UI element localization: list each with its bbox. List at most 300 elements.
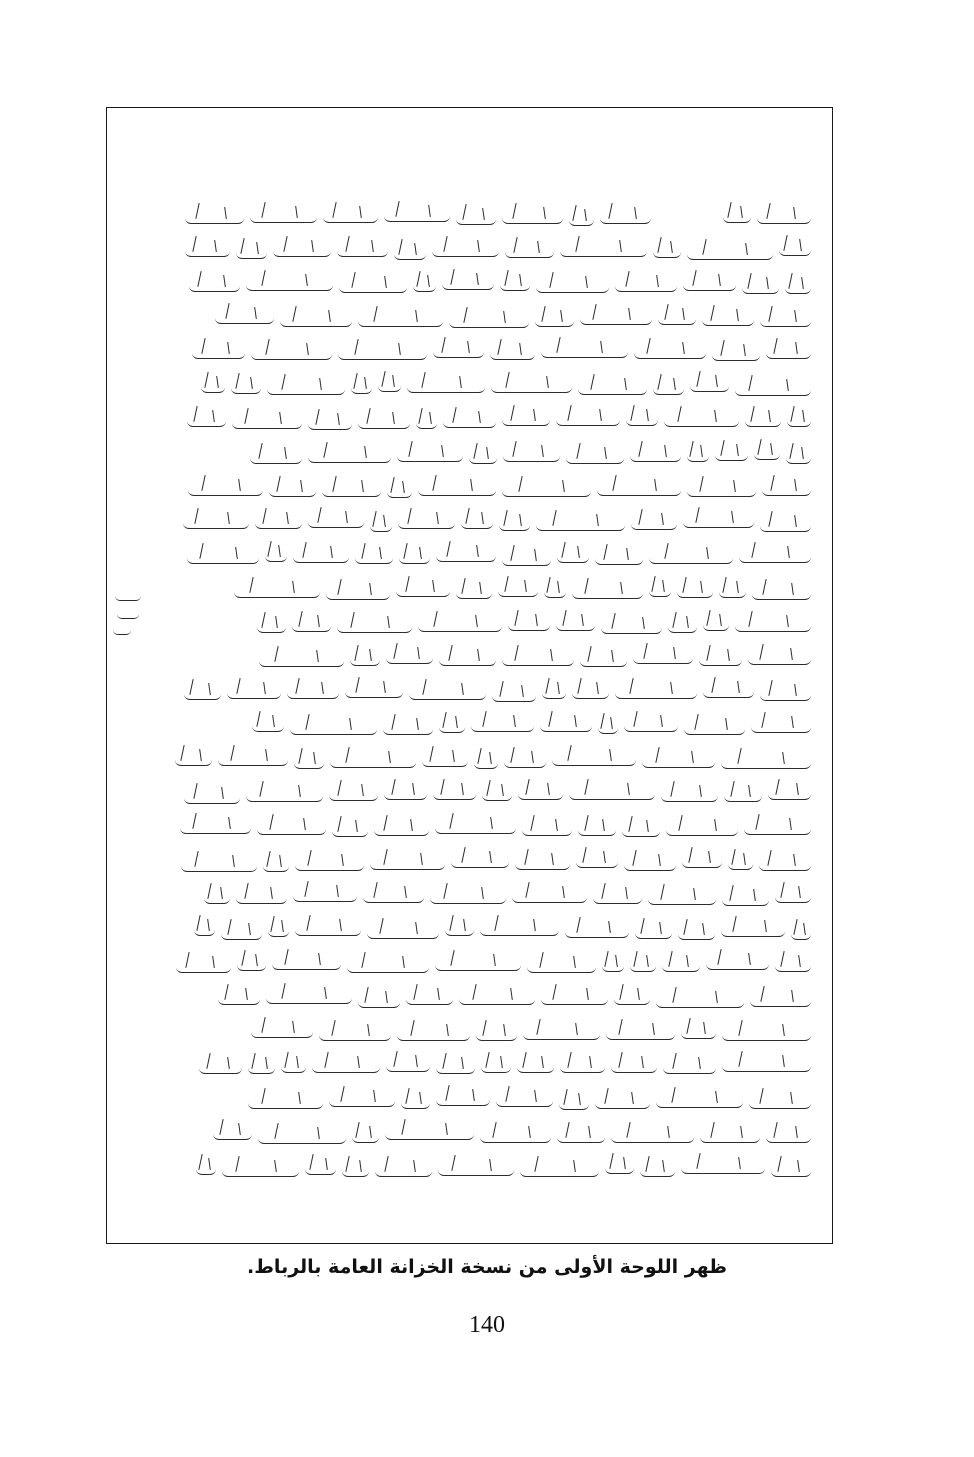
handwritten-word: [518, 785, 563, 800]
handwritten-word: [250, 208, 317, 223]
handwritten-word: [246, 787, 323, 802]
handwritten-word: [611, 1128, 694, 1143]
handwritten-word: [502, 209, 563, 224]
handwritten-word: [565, 923, 629, 938]
handwritten-word: [273, 242, 331, 257]
handwritten-word: [578, 821, 616, 836]
handwritten-word: [480, 921, 559, 936]
handwritten-word: [735, 617, 811, 632]
handwritten-word: [430, 889, 506, 904]
handwritten-word: [295, 856, 364, 871]
handwritten-word: [265, 547, 287, 562]
manuscript-line: [161, 870, 811, 904]
handwritten-word: [187, 549, 259, 564]
handwritten-word: [436, 1059, 475, 1074]
handwritten-word: [342, 1162, 369, 1177]
handwritten-word: [433, 343, 484, 358]
handwritten-word: [633, 649, 693, 664]
handwritten-word: [512, 888, 587, 903]
handwritten-word: [383, 720, 433, 735]
handwritten-word: [536, 278, 609, 293]
handwritten-word: [724, 787, 762, 802]
margin-stroke: [117, 608, 139, 619]
manuscript-line: [161, 1108, 811, 1142]
handwritten-word: [653, 380, 684, 395]
handwritten-word: [560, 1058, 605, 1073]
handwritten-word: [268, 922, 289, 937]
handwritten-word: [491, 378, 572, 393]
handwritten-word: [266, 989, 352, 1004]
handwritten-word: [248, 1094, 323, 1109]
handwritten-word: [523, 1025, 600, 1040]
handwritten-word: [683, 276, 736, 291]
handwritten-word: [614, 990, 650, 1005]
handwritten-word: [290, 720, 377, 735]
handwritten-word: [292, 617, 331, 632]
handwritten-word: [432, 242, 499, 257]
handwritten-word: [188, 481, 263, 496]
handwritten-word: [684, 720, 745, 735]
handwritten-word: [213, 1125, 252, 1140]
handwritten-word: [416, 414, 437, 429]
manuscript-line: [201, 598, 811, 632]
handwritten-word: [595, 550, 643, 565]
handwritten-word: [183, 514, 249, 529]
handwritten-word: [305, 1160, 336, 1175]
handwritten-word: [259, 652, 344, 667]
handwritten-word: [308, 513, 364, 528]
handwritten-word: [702, 311, 754, 326]
handwritten-word: [593, 889, 642, 904]
handwritten-word: [413, 277, 436, 292]
handwritten-word: [184, 685, 221, 700]
handwritten-word: [541, 343, 628, 358]
handwritten-word: [515, 855, 570, 870]
handwritten-word: [535, 312, 574, 327]
handwritten-word: [490, 345, 535, 360]
handwritten-word: [542, 684, 566, 699]
handwritten-word: [257, 618, 286, 633]
handwritten-word: [397, 447, 463, 462]
handwritten-word: [502, 482, 591, 497]
handwritten-word: [398, 514, 455, 529]
handwritten-word: [595, 1094, 650, 1109]
handwritten-word: [471, 717, 534, 732]
handwritten-word: [337, 242, 388, 257]
handwritten-word: [231, 379, 261, 394]
handwritten-word: [339, 278, 407, 293]
handwritten-word: [598, 719, 618, 734]
handwritten-word: [699, 651, 742, 666]
handwritten-word: [204, 889, 230, 904]
handwritten-word: [406, 990, 453, 1005]
handwritten-word: [754, 445, 780, 460]
handwritten-word: [766, 344, 811, 359]
manuscript-line: [161, 1142, 811, 1176]
handwritten-word: [436, 547, 496, 562]
handwritten-word: [757, 209, 811, 224]
handwritten-word: [175, 751, 212, 766]
handwritten-word: [234, 583, 320, 598]
handwritten-word: [703, 616, 729, 631]
handwritten-word: [345, 683, 403, 698]
handwritten-word: [728, 855, 753, 870]
handwritten-word: [536, 516, 625, 531]
handwritten-word: [771, 1162, 811, 1177]
handwritten-word: [222, 1162, 299, 1177]
handwritten-word: [653, 243, 681, 258]
figure-caption: ظهر اللوحة الأولى من نسخة الخزانة العامة بالرباط.: [246, 1256, 728, 1278]
manuscript-line: [161, 292, 811, 326]
handwritten-word: [602, 957, 624, 972]
handwritten-word: [451, 853, 509, 868]
handwritten-word: [508, 616, 550, 631]
handwritten-word: [232, 414, 302, 429]
handwritten-word: [552, 751, 636, 766]
handwritten-word: [500, 276, 530, 291]
manuscript-line: [161, 1074, 811, 1108]
handwritten-word: [557, 1128, 605, 1143]
handwritten-word: [723, 208, 751, 223]
handwritten-word: [722, 1026, 811, 1041]
handwritten-word: [384, 207, 450, 222]
handwritten-word: [374, 821, 429, 836]
handwritten-word: [329, 786, 378, 801]
margin-stroke: [115, 590, 141, 601]
manuscript-line: [161, 666, 811, 700]
handwritten-word: [496, 1092, 553, 1107]
handwritten-word: [597, 481, 681, 496]
handwritten-word: [649, 582, 671, 597]
handwritten-word: [630, 447, 681, 462]
handwritten-word: [435, 819, 516, 834]
handwritten-word: [351, 379, 372, 394]
handwritten-word: [498, 582, 538, 597]
handwritten-word: [293, 548, 349, 563]
handwritten-word: [503, 447, 560, 462]
handwritten-word: [442, 275, 494, 290]
handwritten-word: [642, 753, 715, 768]
handwritten-word: [439, 651, 496, 666]
manuscript-line: [161, 1006, 811, 1040]
handwritten-word: [749, 1094, 811, 1109]
margin-stroke: [113, 624, 131, 635]
handwritten-word: [572, 684, 609, 699]
handwritten-word: [766, 1128, 811, 1143]
manuscript-line: [161, 700, 811, 734]
handwritten-word: [218, 751, 288, 766]
handwritten-word: [293, 887, 357, 902]
manuscript-line: [161, 530, 811, 564]
handwritten-word: [634, 344, 706, 359]
handwritten-word: [180, 819, 251, 834]
handwritten-word: [540, 717, 592, 732]
handwritten-word: [257, 820, 326, 835]
handwritten-word: [329, 1092, 395, 1107]
handwritten-word: [569, 785, 655, 800]
handwritten-word: [722, 1057, 811, 1072]
handwritten-word: [611, 1058, 657, 1073]
handwritten-word: [687, 482, 756, 497]
handwritten-word: [576, 853, 618, 868]
handwritten-word: [287, 684, 339, 699]
manuscript-line: [161, 734, 811, 768]
handwritten-word: [631, 515, 677, 530]
handwritten-word: [480, 1128, 551, 1143]
handwritten-word: [712, 346, 760, 361]
handwritten-word: [504, 753, 546, 768]
manuscript-line: [161, 768, 811, 802]
handwritten-word: [721, 754, 811, 769]
handwritten-word: [762, 481, 811, 496]
handwritten-word: [719, 583, 746, 598]
handwritten-word: [721, 922, 785, 937]
handwritten-word: [196, 1160, 216, 1175]
handwritten-word: [443, 413, 496, 428]
handwritten-word: [237, 956, 266, 971]
manuscript-line: [161, 564, 811, 598]
handwritten-word: [215, 309, 274, 324]
handwritten-word: [185, 242, 230, 257]
handwritten-word: [662, 957, 700, 972]
manuscript-line: [161, 632, 811, 666]
handwritten-word: [615, 684, 697, 699]
handwritten-word: [520, 1162, 599, 1177]
handwritten-word: [541, 990, 608, 1005]
handwritten-word: [192, 344, 245, 359]
handwritten-word: [580, 310, 652, 325]
handwritten-word: [409, 685, 486, 700]
handwritten-word: [505, 243, 554, 258]
handwritten-word: [775, 957, 811, 972]
handwritten-word: [703, 683, 754, 698]
handwritten-word: [775, 888, 811, 903]
handwritten-word: [768, 785, 811, 800]
handwritten-word: [759, 856, 811, 871]
handwritten-word: [750, 992, 811, 1007]
handwritten-word: [557, 548, 589, 563]
handwritten-word: [337, 618, 412, 633]
handwritten-word: [378, 377, 401, 392]
handwritten-word: [664, 412, 739, 427]
handwritten-word: [218, 990, 260, 1005]
handwritten-word: [294, 754, 324, 769]
handwritten-word: [658, 310, 696, 325]
manuscript-line: [161, 836, 811, 870]
manuscript-line: [151, 190, 811, 224]
handwritten-word: [677, 583, 713, 598]
handwritten-word: [386, 1057, 430, 1072]
handwritten-word: [401, 1094, 430, 1109]
manuscript-line: [161, 938, 811, 972]
handwritten-word: [236, 244, 267, 259]
manuscript-line: [161, 802, 811, 836]
handwritten-word: [517, 1058, 554, 1073]
manuscript-plate: [106, 107, 833, 1244]
manuscript-line: [161, 904, 811, 938]
handwritten-word: [396, 582, 450, 597]
handwritten-word: [418, 617, 502, 632]
handwritten-word: [347, 958, 429, 973]
margin-note: [113, 588, 153, 638]
handwritten-word: [386, 649, 433, 664]
handwritten-word: [436, 1091, 490, 1106]
page-number: 140: [469, 1312, 505, 1338]
handwritten-word: [355, 549, 393, 564]
handwritten-word: [690, 377, 729, 392]
handwritten-word: [706, 955, 769, 970]
handwritten-word: [312, 1058, 380, 1073]
handwritten-word: [751, 718, 811, 733]
handwritten-word: [700, 1128, 760, 1143]
handwritten-word: [267, 380, 345, 395]
manuscript-page: [131, 190, 811, 1180]
handwritten-word: [681, 1159, 765, 1174]
manuscript-line: [161, 224, 811, 258]
handwritten-word: [370, 855, 445, 870]
manuscript-line: [161, 428, 811, 462]
handwritten-word: [352, 1128, 379, 1143]
handwritten-word: [280, 312, 352, 327]
handwritten-word: [499, 516, 530, 531]
handwritten-word: [682, 853, 722, 868]
handwritten-word: [251, 1023, 313, 1038]
handwritten-word: [544, 583, 566, 598]
handwritten-word: [502, 651, 574, 666]
handwritten-word: [661, 787, 718, 802]
handwritten-word: [418, 481, 496, 496]
handwritten-word: [668, 618, 697, 633]
handwritten-word: [397, 1026, 470, 1041]
handwritten-word: [522, 821, 572, 836]
handwritten-word: [630, 957, 656, 972]
handwritten-word: [744, 820, 811, 835]
handwritten-word: [199, 1059, 242, 1074]
handwritten-word: [322, 482, 381, 497]
handwritten-word: [269, 482, 316, 497]
handwritten-word: [635, 924, 672, 939]
handwritten-word: [476, 1026, 517, 1041]
handwritten-word: [600, 209, 651, 224]
handwritten-word: [281, 1058, 306, 1073]
handwritten-word: [435, 956, 521, 971]
handwritten-word: [185, 209, 244, 224]
handwritten-word: [745, 412, 781, 427]
handwritten-word: [606, 1025, 675, 1040]
handwritten-word: [350, 651, 380, 666]
handwritten-word: [681, 1024, 716, 1039]
handwritten-word: [502, 411, 550, 426]
handwritten-word: [580, 652, 627, 667]
handwritten-word: [666, 821, 738, 836]
handwritten-word: [626, 411, 658, 426]
handwritten-word: [556, 411, 620, 426]
handwritten-word: [189, 277, 240, 292]
handwritten-word: [663, 1059, 716, 1074]
handwritten-word: [319, 1026, 391, 1041]
handwritten-word: [456, 210, 496, 225]
handwritten-word: [624, 856, 676, 871]
handwritten-word: [459, 990, 535, 1005]
handwritten-word: [572, 584, 643, 599]
handwritten-word: [649, 549, 733, 564]
handwritten-word: [578, 380, 647, 395]
handwritten-word: [363, 888, 424, 903]
handwritten-word: [556, 616, 595, 631]
handwritten-word: [779, 241, 811, 256]
handwritten-word: [248, 1059, 275, 1074]
handwritten-word: [748, 650, 811, 665]
manuscript-line: [161, 496, 811, 530]
handwritten-word: [787, 412, 811, 427]
handwritten-word: [255, 514, 302, 529]
handwritten-word: [375, 1162, 432, 1177]
handwritten-word: [367, 924, 439, 939]
handwritten-word: [399, 549, 430, 564]
handwritten-word: [683, 513, 754, 528]
handwritten-word: [407, 378, 485, 393]
manuscript-line: [161, 462, 811, 496]
handwritten-word: [760, 686, 811, 701]
handwritten-word: [332, 822, 368, 837]
manuscript-line: [161, 360, 811, 394]
handwritten-word: [439, 718, 465, 733]
handwritten-word: [482, 786, 512, 801]
handwritten-word: [323, 208, 378, 223]
handwritten-word: [760, 312, 811, 327]
handwritten-word: [358, 414, 410, 429]
handwritten-word: [656, 1093, 743, 1108]
handwritten-word: [445, 921, 474, 936]
handwritten-word: [605, 1159, 634, 1174]
handwritten-word: [433, 785, 476, 800]
handwritten-word: [640, 1162, 675, 1177]
handwritten-word: [384, 785, 427, 800]
handwritten-word: [227, 684, 281, 699]
handwritten-word: [252, 717, 284, 732]
handwritten-word: [456, 584, 492, 599]
handwritten-word: [438, 1161, 514, 1176]
handwritten-word: [251, 345, 332, 360]
handwritten-word: [622, 822, 660, 837]
handwritten-word: [687, 447, 709, 462]
handwritten-word: [358, 312, 443, 327]
handwritten-word: [385, 1125, 474, 1140]
manuscript-line: [161, 326, 811, 360]
handwritten-word: [648, 890, 716, 905]
handwritten-word: [461, 514, 493, 529]
handwritten-word: [481, 1058, 511, 1073]
handwritten-word: [474, 754, 498, 769]
handwritten-word: [739, 548, 811, 563]
handwritten-word: [338, 345, 427, 360]
handwritten-word: [330, 753, 416, 768]
handwritten-word: [308, 448, 391, 463]
handwritten-word: [194, 921, 215, 936]
manuscript-line: [161, 972, 811, 1006]
handwritten-word: [176, 958, 231, 973]
handwritten-word: [560, 242, 647, 257]
manuscript-line: [161, 394, 811, 428]
handwritten-word: [201, 378, 225, 393]
handwritten-word: [624, 717, 678, 732]
handwritten-word: [422, 752, 468, 767]
manuscript-line: [161, 258, 811, 292]
manuscript-line: [161, 1040, 811, 1074]
handwritten-word: [236, 889, 287, 904]
handwritten-word: [615, 277, 677, 292]
handwritten-word: [295, 921, 361, 936]
